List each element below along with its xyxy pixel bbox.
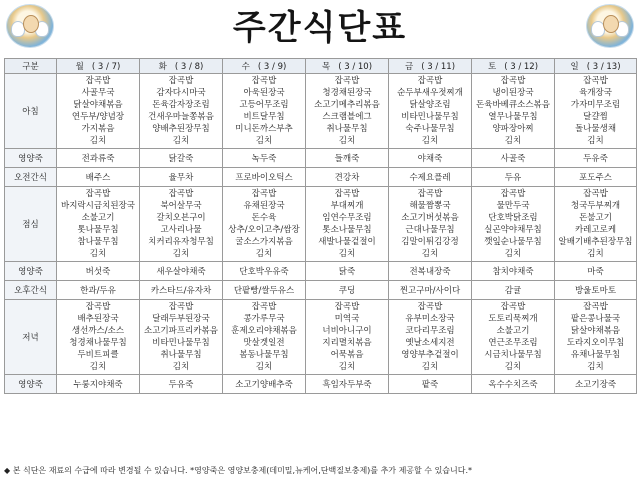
menu-item: 김치	[89, 136, 107, 146]
meal-row	[5, 281, 637, 300]
menu-item: 잡곡밥	[334, 302, 360, 312]
menu-item: 맛살겟일전	[243, 338, 285, 348]
day-header	[389, 59, 472, 74]
weekly-menu-table	[4, 58, 637, 394]
meal-row	[5, 149, 637, 168]
menu-item: 돈불고기	[579, 213, 612, 223]
day-name: 토	[487, 62, 497, 72]
menu-item: 잡곡밥	[334, 76, 360, 86]
menu-item: 참나물무침	[77, 237, 119, 247]
menu-item: 연근조무조림	[488, 338, 538, 348]
menu-item: 소불고기	[81, 213, 115, 223]
menu-item: 북어살무국	[160, 201, 202, 211]
menu-item: 김치	[255, 249, 273, 259]
menu-item: 김치	[338, 136, 356, 146]
menu-item: 잡곡밥	[85, 76, 111, 86]
menu-item: 잡곡밥	[500, 76, 526, 86]
footnote: ◆ 본 식단은 재료의 수급에 따라 변경될 수 있습니다. *영양죽은 영양보충제(데미밀,뉴케어,단백질보충제)를 추가 제공할 수 있습니다.*	[4, 466, 473, 475]
menu-item: 김치	[172, 249, 190, 259]
menu-item: 잡곡밥	[251, 76, 277, 86]
menu-item: 고등어무조림	[239, 100, 289, 110]
menu-item: 김치	[172, 136, 190, 146]
menu-item: 미역국	[334, 314, 360, 324]
menu-item: 유채나물무침	[570, 350, 621, 360]
menu-item: 김치	[504, 136, 522, 146]
menu-item: 포도주스	[555, 168, 637, 187]
menu-item: 도토리묵찌개	[488, 314, 538, 324]
angel-emblem-icon	[586, 4, 634, 48]
menu-item: 스크램블에그	[322, 112, 372, 122]
menu-item: 돈육감자장조림	[152, 100, 210, 110]
meal-label: 영양죽	[5, 262, 57, 281]
menu-item: 소고기양배추죽	[223, 375, 306, 394]
day-date: ( 3 / 13)	[586, 62, 621, 72]
menu-item: 마죽	[555, 262, 637, 281]
meal-label: 아침	[5, 74, 57, 149]
menu-item: 사골무국	[81, 88, 115, 98]
menu-item: 바지락시금치된장국	[61, 201, 135, 211]
page-title: 주간식단표	[232, 8, 408, 48]
menu-item: 두유죽	[140, 375, 223, 394]
day-header	[140, 59, 223, 74]
menu-cell	[223, 300, 306, 375]
menu-item: 지리멸치볶음	[322, 338, 372, 348]
meal-label: 오전간식	[5, 168, 57, 187]
menu-item: 잡곡밥	[251, 189, 277, 199]
meal-row	[5, 168, 637, 187]
menu-item: 단팥빵/쌀두유스	[223, 281, 306, 300]
menu-item: 김치	[255, 136, 273, 146]
menu-item: 미니돈까스부추	[235, 124, 293, 134]
menu-item: 잡곡밥	[583, 189, 608, 199]
day-date: ( 3 / 10)	[338, 62, 373, 72]
menu-item: 옥수수치즈죽	[472, 375, 555, 394]
menu-item: 해물짬뽕국	[409, 201, 451, 211]
menu-item: 닭살야채볶음	[73, 100, 123, 110]
day-date: ( 3 / 9)	[257, 62, 287, 72]
menu-item: 실곤약야채무침	[484, 225, 542, 235]
menu-item: 시금치나물무침	[484, 350, 542, 360]
menu-item: 순두부새우젓찌개	[397, 88, 463, 98]
day-header	[472, 59, 555, 74]
menu-item: 전복내장죽	[389, 262, 472, 281]
menu-item: 잡곡밥	[168, 76, 194, 86]
menu-item: 김치	[421, 136, 439, 146]
menu-item: 달래두부된장국	[152, 314, 210, 324]
menu-item: 건새우마늘쫑볶음	[148, 112, 214, 122]
menu-item: 김치	[421, 249, 439, 259]
menu-item: 닭살양조림	[409, 100, 451, 110]
meal-label: 오후간식	[5, 281, 57, 300]
menu-item: 잡곡밥	[583, 302, 608, 312]
menu-item: 김치	[587, 362, 604, 372]
menu-item: 굴소스가지볶음	[235, 237, 293, 247]
menu-item: 김치	[338, 362, 356, 372]
menu-item: 감자다시마국	[156, 88, 206, 98]
meal-row	[5, 187, 637, 262]
page-header	[0, 0, 640, 56]
menu-item: 영양부추겉절이	[401, 350, 459, 360]
menu-item: 잡곡밥	[500, 302, 526, 312]
menu-item: 두유죽	[555, 149, 637, 168]
day-date: ( 3 / 11)	[421, 62, 456, 72]
menu-item: 청경채된장국	[322, 88, 372, 98]
menu-cell	[555, 300, 637, 375]
menu-item: 잡곡밥	[417, 76, 443, 86]
menu-item: 연두부/양념장	[71, 112, 125, 122]
menu-item: 두비트피클	[77, 350, 119, 360]
meal-row	[5, 375, 637, 394]
menu-item: 갈치오븐구이	[156, 213, 206, 223]
menu-item: 가자미무조림	[570, 100, 621, 110]
menu-item: 배추된장국	[77, 314, 119, 324]
menu-item: 닭살야채볶음	[570, 326, 621, 336]
face-shape	[603, 15, 619, 33]
menu-cell	[140, 187, 223, 262]
menu-item: 닭갈죽	[140, 149, 223, 168]
menu-item: 톳소나물무침	[322, 225, 372, 235]
day-date: ( 3 / 8)	[174, 62, 204, 72]
menu-item: 비타민나물무침	[152, 338, 210, 348]
menu-item: 누룽지야채죽	[57, 375, 140, 394]
menu-item: 들깨죽	[306, 149, 389, 168]
day-date: ( 3 / 7)	[91, 62, 121, 72]
menu-item: 팥죽	[389, 375, 472, 394]
menu-cell	[389, 74, 472, 149]
menu-item: 소고기장죽	[555, 375, 637, 394]
meal-label: 영양죽	[5, 149, 57, 168]
menu-item: 단호박우유죽	[223, 262, 306, 281]
menu-item: 전과류죽	[57, 149, 140, 168]
menu-item: 참치야채죽	[472, 262, 555, 281]
menu-item: 잡곡밥	[168, 302, 194, 312]
menu-item: 어묵볶음	[330, 350, 364, 360]
menu-item: 김치	[504, 362, 522, 372]
menu-item: 새우살야채죽	[140, 262, 223, 281]
menu-item: 잡곡밥	[334, 189, 360, 199]
day-header	[555, 59, 637, 74]
menu-item: 닭죽	[306, 262, 389, 281]
menu-item: 육개장국	[579, 88, 612, 98]
menu-item: 한과/두유	[57, 281, 140, 300]
day-header	[223, 59, 306, 74]
menu-item: 잡곡밥	[417, 302, 443, 312]
menu-item: 코다리무조림	[405, 326, 455, 336]
menu-cell	[389, 187, 472, 262]
menu-cell	[57, 74, 140, 149]
menu-cell	[57, 187, 140, 262]
menu-item: 취나물무침	[160, 350, 202, 360]
menu-cell	[223, 187, 306, 262]
menu-item: 훈제오리야채볶음	[231, 326, 297, 336]
menu-item: 잡곡밥	[500, 189, 526, 199]
menu-cell	[472, 300, 555, 375]
menu-item: 비타민나물무침	[401, 112, 459, 122]
meal-row	[5, 262, 637, 281]
menu-item: 김치	[587, 136, 604, 146]
menu-item: 새발나물겉절이	[318, 237, 376, 247]
menu-item: 방울토마토	[555, 281, 637, 300]
menu-item: 달걀찜	[583, 112, 608, 122]
menu-item: 숙주나물무침	[405, 124, 455, 134]
day-name: 일	[570, 62, 579, 72]
menu-item: 콩가루무국	[243, 314, 285, 324]
menu-item: 청경채나물무침	[69, 338, 127, 348]
day-header	[57, 59, 140, 74]
menu-item: 녹두죽	[223, 149, 306, 168]
menu-cell	[223, 74, 306, 149]
menu-item: 쿠딩	[306, 281, 389, 300]
menu-cell	[555, 187, 637, 262]
menu-item: 부대찌개	[330, 201, 364, 211]
menu-item: 흑임자두부죽	[306, 375, 389, 394]
day-name: 금	[404, 62, 414, 72]
meal-label: 영양죽	[5, 375, 57, 394]
menu-item: 김치	[504, 249, 522, 259]
menu-item: 버섯죽	[57, 262, 140, 281]
menu-item: 돈육바베큐소스볶음	[476, 100, 550, 110]
menu-cell	[306, 74, 389, 149]
category-header: 구분	[5, 59, 57, 74]
menu-cell	[57, 300, 140, 375]
menu-cell	[306, 300, 389, 375]
menu-item: 유부미소장국	[405, 314, 455, 324]
menu-item: 청국두부찌개	[570, 201, 621, 211]
menu-item: 잡곡밥	[85, 302, 111, 312]
menu-item: 알배기배추된장무침	[558, 237, 633, 247]
menu-item: 율무차	[140, 168, 223, 187]
menu-item: 돈수육	[251, 213, 277, 223]
menu-item: 깻잎순나물무침	[484, 237, 542, 247]
menu-item: 돌나물생채	[574, 124, 617, 134]
menu-item: 소고기버섯볶음	[401, 213, 459, 223]
menu-item: 생선까스/소스	[71, 326, 125, 336]
menu-item: 아욱된장국	[243, 88, 285, 98]
header-row	[5, 59, 637, 74]
menu-item: 두유	[472, 168, 555, 187]
menu-item: 양배추된장무침	[152, 124, 210, 134]
menu-item: 취나물무침	[326, 124, 368, 134]
menu-item: 야채죽	[389, 149, 472, 168]
menu-item: 김치	[338, 249, 356, 259]
menu-item: 잡곡밥	[85, 189, 111, 199]
menu-item: 배주스	[57, 168, 140, 187]
menu-item: 냉이된장국	[492, 88, 534, 98]
menu-item: 열무나물무침	[488, 112, 538, 122]
menu-item: 도라지오이무침	[566, 338, 625, 348]
meal-row	[5, 74, 637, 149]
menu-item: 김치	[172, 362, 190, 372]
menu-item: 고사리나물	[160, 225, 202, 235]
menu-item: 임연수무조림	[322, 213, 372, 223]
menu-item: 가지볶음	[81, 124, 115, 134]
day-name: 화	[158, 62, 167, 72]
menu-cell	[555, 74, 637, 149]
menu-item: 김말이튀김강정	[401, 237, 459, 247]
menu-item: 김치	[89, 249, 107, 259]
menu-item: 김치	[89, 362, 107, 372]
menu-cell	[472, 187, 555, 262]
menu-item: 감귤	[472, 281, 555, 300]
menu-item: 사골죽	[472, 149, 555, 168]
menu-item: 톳나물무침	[77, 225, 119, 235]
menu-item: 비트달무침	[243, 112, 285, 122]
menu-cell	[140, 74, 223, 149]
menu-item: 양파장아찌	[492, 124, 534, 134]
menu-item: 봄동나물무침	[239, 350, 289, 360]
menu-item: 잡곡밥	[417, 189, 443, 199]
menu-item: 근대나물무침	[405, 225, 455, 235]
day-name: 목	[321, 62, 331, 72]
menu-cell	[472, 74, 555, 149]
menu-item: 잡곡밥	[168, 189, 194, 199]
day-name: 월	[75, 62, 84, 72]
menu-item: 찐고구마/사이다	[389, 281, 472, 300]
menu-item: 김치	[255, 362, 273, 372]
menu-cell	[306, 187, 389, 262]
menu-item: 치커리유자청무침	[148, 237, 214, 247]
day-date: ( 3 / 12)	[504, 62, 539, 72]
menu-item: 소고기파프리카볶음	[144, 326, 218, 336]
menu-item: 물만두국	[496, 201, 530, 211]
menu-item: 옛날소세지전	[405, 338, 455, 348]
meal-label: 점심	[5, 187, 57, 262]
menu-item: 수제요플레	[389, 168, 472, 187]
day-header	[306, 59, 389, 74]
menu-item: 단호박닭조림	[488, 213, 538, 223]
menu-item: 소불고기	[496, 326, 530, 336]
menu-cell	[389, 300, 472, 375]
menu-item: 유채된장국	[243, 201, 285, 211]
day-name: 수	[241, 62, 250, 72]
menu-item: 견강차	[306, 168, 389, 187]
menu-item: 너비아니구이	[322, 326, 372, 336]
menu-item: 김치	[587, 249, 604, 259]
menu-item: 카스타드/유자차	[140, 281, 223, 300]
menu-item: 팥은콩나물국	[570, 314, 621, 324]
meal-label: 저녁	[5, 300, 57, 375]
menu-item: 소고기메추리볶음	[314, 100, 380, 110]
menu-item: 잡곡밥	[583, 76, 608, 86]
menu-item: 카레고로케	[574, 225, 617, 235]
menu-item: 상추/오이고추/쌈장	[228, 225, 300, 235]
menu-item: 프로바이오틱스	[223, 168, 306, 187]
meal-row	[5, 300, 637, 375]
menu-item: 잡곡밥	[251, 302, 277, 312]
menu-item: 김치	[421, 362, 439, 372]
menu-cell	[140, 300, 223, 375]
